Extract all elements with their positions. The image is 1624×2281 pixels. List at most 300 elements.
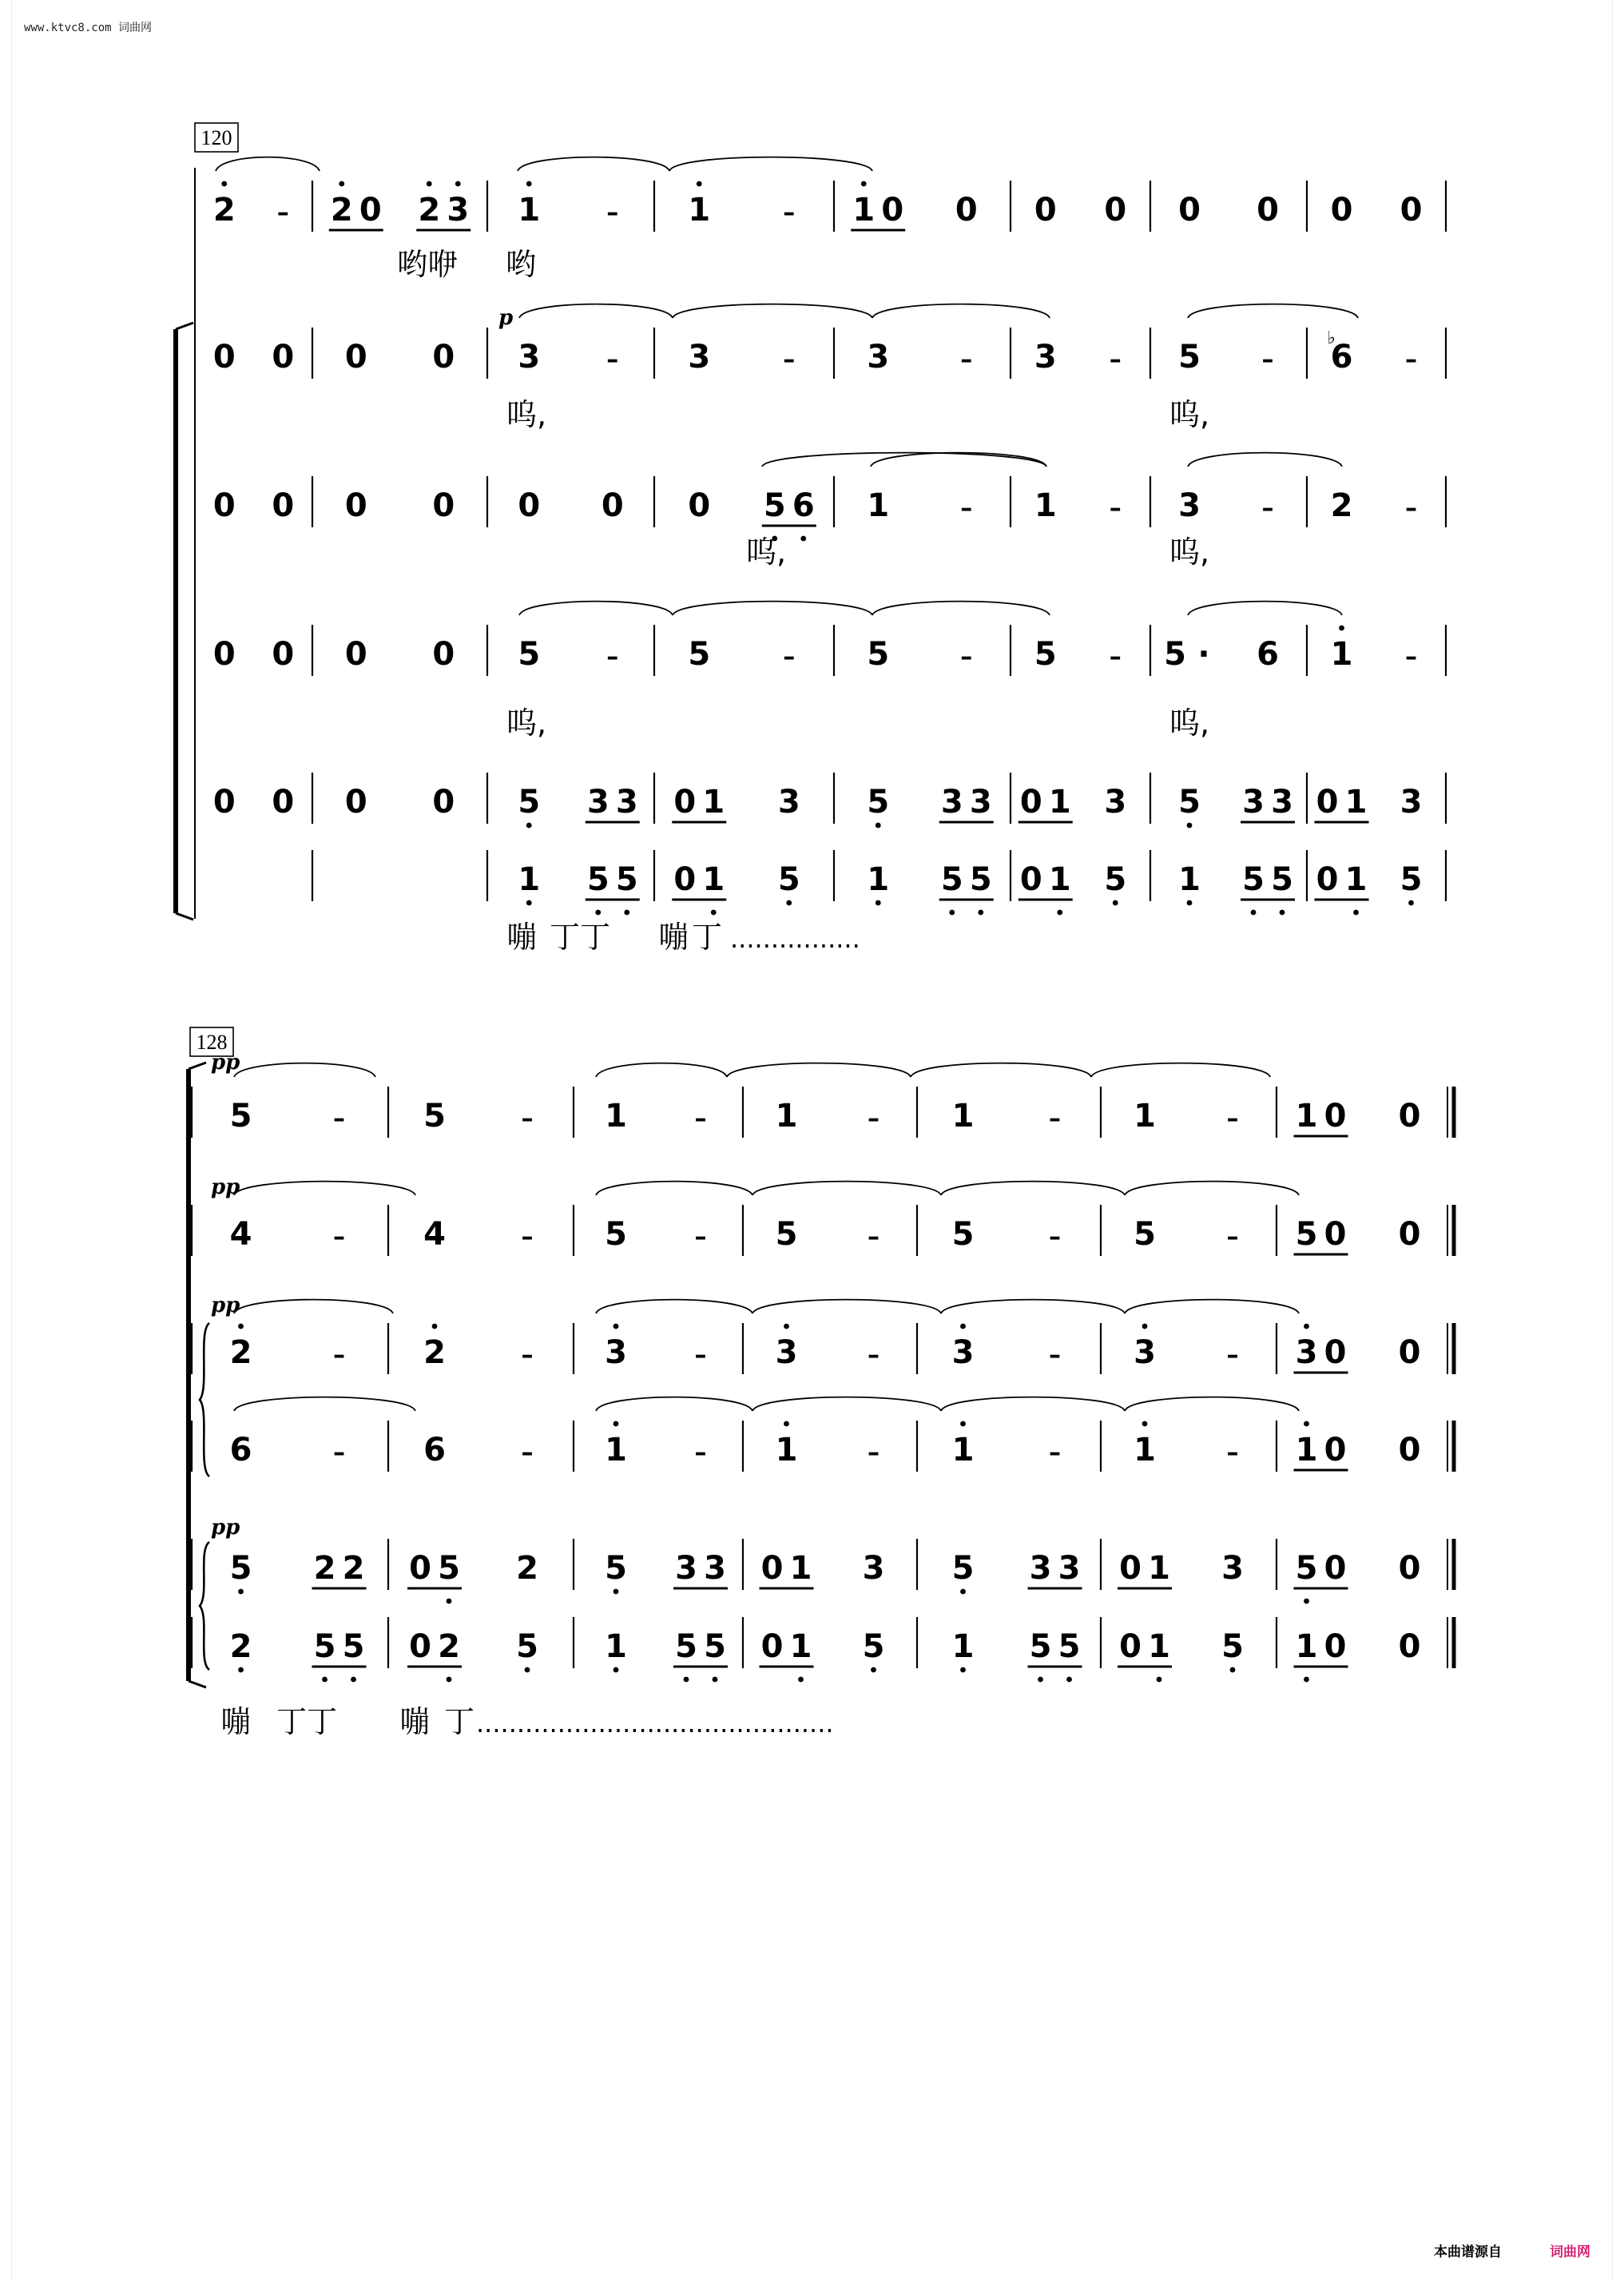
note: 2 (330, 192, 353, 228)
dynamic-mark: p (498, 306, 514, 330)
note: 0 (1324, 1432, 1347, 1468)
sustain-dash: – (1049, 1223, 1061, 1251)
octave-down-dot (613, 1589, 619, 1595)
note: 3 (1221, 1550, 1244, 1587)
note: 1 (951, 1628, 975, 1665)
note: 5 (763, 487, 786, 524)
note: 0 (881, 192, 904, 228)
octave-down-dot (871, 1667, 876, 1673)
octave-down-dot (526, 823, 532, 829)
note: 3 (1400, 784, 1423, 821)
note: 0 (272, 487, 295, 524)
note: 3 (1295, 1334, 1318, 1371)
octave-up-dot (427, 181, 432, 187)
note: 5 (1178, 784, 1201, 821)
note: 3 (704, 1550, 726, 1587)
note: 2 (212, 192, 236, 228)
slur (871, 453, 1046, 467)
sustain-dash: – (1226, 1105, 1239, 1133)
note: 0 (1324, 1628, 1347, 1665)
slur (941, 1397, 1125, 1411)
slur (234, 1300, 393, 1313)
octave-down-dot (1230, 1667, 1236, 1673)
sustain-dash: – (521, 1439, 534, 1467)
note: 6 (1330, 339, 1353, 376)
slur (673, 304, 872, 318)
note: 5 (586, 861, 609, 898)
augmentation-dot: · (1197, 636, 1210, 673)
lyric: 呜, (506, 397, 547, 432)
note: 3 (1242, 784, 1265, 821)
note: 0 (1398, 1432, 1421, 1468)
note: 3 (615, 784, 638, 821)
sustain-dash: – (606, 199, 619, 227)
slur (519, 304, 673, 318)
note: 0 (760, 1550, 784, 1587)
lyric: 丁丁 (550, 920, 611, 955)
note: 3 (688, 339, 711, 376)
slur (941, 1182, 1125, 1195)
slur (1125, 1182, 1299, 1195)
sustain-dash: – (783, 643, 796, 671)
note: 0 (344, 636, 367, 673)
note: 0 (1019, 784, 1042, 821)
note: 2 (1330, 487, 1353, 524)
note: 3 (969, 784, 992, 821)
lyric: 丁 (692, 920, 723, 955)
slur (752, 1182, 941, 1195)
note: 0 (1178, 192, 1201, 228)
octave-down-dot (949, 910, 955, 916)
note: 0 (688, 487, 711, 524)
octave-down-dot (960, 1667, 966, 1673)
note: 5 (775, 1216, 798, 1253)
slur (872, 304, 1050, 318)
note: 3 (1034, 339, 1057, 376)
note: 5 (704, 1628, 726, 1665)
note: 0 (1324, 1550, 1347, 1587)
note: 5 (940, 861, 963, 898)
staff-brace (200, 1542, 209, 1670)
lyric: 哟咿 (397, 247, 459, 282)
note: 0 (1398, 1098, 1421, 1135)
note: 1 (518, 192, 541, 228)
octave-up-dot (960, 1324, 966, 1329)
octave-up-dot (1304, 1324, 1309, 1329)
octave-down-dot (322, 1677, 328, 1683)
note: 1 (1344, 784, 1368, 821)
measure-number: 120 (201, 126, 232, 149)
octave-down-dot (713, 1677, 718, 1683)
note: 0 (1119, 1550, 1142, 1587)
note: 0 (1398, 1216, 1421, 1253)
slur (519, 602, 673, 615)
octave-up-dot (1304, 1421, 1309, 1427)
slur (752, 1300, 941, 1313)
note: 1 (951, 1098, 975, 1135)
octave-down-dot (1280, 910, 1285, 916)
sustain-dash: – (521, 1105, 534, 1133)
note: 5 (1271, 861, 1293, 898)
octave-down-dot (447, 1677, 452, 1683)
sustain-dash: – (1049, 1105, 1061, 1133)
note: 1 (1134, 1098, 1156, 1135)
note: 0 (432, 636, 455, 673)
note: 1 (852, 192, 876, 228)
dynamic-mark: pp (211, 1175, 240, 1199)
note: 3 (867, 339, 890, 376)
note: 2 (229, 1334, 252, 1371)
slur (234, 1397, 415, 1411)
note: 5 (862, 1628, 885, 1665)
octave-up-dot (1339, 626, 1344, 631)
note: 5 (951, 1216, 975, 1253)
octave-down-dot (613, 1667, 619, 1673)
note: 0 (1316, 861, 1339, 898)
sustain-dash: – (694, 1341, 707, 1369)
note: 5 (951, 1550, 975, 1587)
octave-down-dot (1157, 1677, 1162, 1683)
sustain-dash: – (868, 1341, 880, 1369)
note: 1 (605, 1098, 627, 1135)
note: 3 (951, 1334, 975, 1371)
sustain-dash: – (694, 1439, 707, 1467)
note: 0 (673, 784, 697, 821)
note: 0 (1034, 192, 1057, 228)
note: 0 (272, 636, 295, 673)
note: 0 (212, 339, 236, 376)
note: 0 (955, 192, 978, 228)
lyric: 嘣 (658, 920, 689, 955)
note: 0 (1324, 1098, 1347, 1135)
note: 5 (313, 1628, 336, 1665)
note: 1 (951, 1432, 975, 1468)
dynamic-mark: pp (211, 1293, 240, 1317)
note: 5 (1400, 861, 1423, 898)
octave-down-dot (1113, 900, 1118, 906)
lyric: 呜, (746, 534, 787, 570)
lyric-continuation-dots: ............................................ (476, 1708, 834, 1739)
sustain-dash: – (276, 199, 289, 227)
note: 3 (605, 1334, 627, 1371)
slur (596, 1182, 752, 1195)
note: 0 (272, 339, 295, 376)
note: 6 (792, 487, 815, 524)
note: 1 (775, 1432, 798, 1468)
note: 5 (342, 1628, 365, 1665)
note: 5 (1242, 861, 1265, 898)
slur (872, 602, 1050, 615)
note: 3 (1058, 1550, 1081, 1587)
note: 5 (1221, 1628, 1244, 1665)
slur (911, 1063, 1091, 1077)
note: 3 (1029, 1550, 1052, 1587)
note: 3 (447, 192, 470, 228)
slur (596, 1300, 752, 1313)
lyric: 哟 (506, 247, 537, 282)
octave-up-dot (960, 1421, 966, 1427)
lyric: 嘣 (506, 920, 538, 955)
note: 1 (789, 1550, 812, 1587)
note: 5 (615, 861, 638, 898)
note: 1 (1134, 1432, 1156, 1468)
slur (596, 1063, 727, 1077)
slur (1188, 304, 1358, 318)
note: 2 (342, 1550, 365, 1587)
dynamic-mark: pp (211, 1051, 240, 1075)
note: 1 (1295, 1628, 1318, 1665)
note: 0 (432, 487, 455, 524)
slur (518, 157, 669, 171)
note: 0 (344, 487, 367, 524)
octave-down-dot (798, 1677, 804, 1683)
octave-down-dot (1187, 900, 1193, 906)
octave-down-dot (1057, 910, 1062, 916)
system-bracket-top (176, 323, 193, 329)
sustain-dash: – (960, 346, 973, 374)
note: 5 (969, 861, 992, 898)
note: 5 (516, 1628, 538, 1665)
sustain-dash: – (1261, 495, 1274, 523)
slur (1125, 1397, 1299, 1411)
note: 5 (438, 1550, 460, 1587)
note: 0 (518, 487, 541, 524)
note: 5 (229, 1098, 252, 1135)
octave-up-dot (784, 1421, 789, 1427)
sustain-dash: – (1049, 1439, 1061, 1467)
note: 3 (675, 1550, 697, 1587)
sustain-dash: – (333, 1105, 345, 1133)
sustain-dash: – (960, 495, 973, 523)
sustain-dash: – (1261, 346, 1274, 374)
system-bracket-bottom (189, 1681, 206, 1687)
sustain-dash: – (606, 346, 619, 374)
slur (752, 1397, 941, 1411)
note: 5 (1295, 1216, 1318, 1253)
note: 0 (344, 784, 367, 821)
note: 2 (418, 192, 441, 228)
sustain-dash: – (333, 1223, 345, 1251)
sustain-dash: – (333, 1341, 345, 1369)
octave-up-dot (1142, 1324, 1148, 1329)
note: 3 (1104, 784, 1127, 821)
octave-up-dot (526, 181, 532, 187)
sustain-dash: – (333, 1439, 345, 1467)
lyric: 嘣 (220, 1704, 252, 1739)
note: 1 (1048, 861, 1071, 898)
octave-up-dot (432, 1324, 438, 1329)
note: 0 (409, 1628, 431, 1665)
note: 5 (1029, 1628, 1052, 1665)
octave-down-dot (1038, 1677, 1043, 1683)
octave-down-dot (1304, 1677, 1309, 1683)
sustain-dash: – (1109, 495, 1122, 523)
octave-down-dot (960, 1589, 966, 1595)
note: 1 (605, 1432, 627, 1468)
note: 0 (359, 192, 382, 228)
sustain-dash: – (1405, 643, 1417, 671)
note: 0 (1398, 1628, 1421, 1665)
note: 0 (272, 784, 295, 821)
note: 3 (1271, 784, 1293, 821)
note: 0 (1257, 192, 1279, 228)
note: 0 (1398, 1550, 1421, 1587)
octave-up-dot (455, 181, 461, 187)
note: 4 (229, 1216, 252, 1253)
octave-down-dot (238, 1667, 244, 1673)
note: 1 (688, 192, 711, 228)
note: 0 (1019, 861, 1042, 898)
note: 5 (1295, 1550, 1318, 1587)
note: 0 (212, 636, 236, 673)
note: 0 (212, 784, 236, 821)
note: 5 (1134, 1216, 1156, 1253)
note: 5 (229, 1550, 252, 1587)
note: 1 (1295, 1432, 1318, 1468)
note: 2 (313, 1550, 336, 1587)
note: 2 (229, 1628, 252, 1665)
octave-down-dot (1066, 1677, 1072, 1683)
note: 0 (601, 487, 624, 524)
slur (727, 1063, 911, 1077)
octave-down-dot (624, 910, 629, 916)
octave-down-dot (684, 1677, 689, 1683)
sustain-dash: – (1049, 1341, 1061, 1369)
note: 5 (675, 1628, 697, 1665)
octave-down-dot (595, 910, 601, 916)
note: 1 (789, 1628, 812, 1665)
note: 5 (867, 784, 890, 821)
note: 5 (423, 1098, 446, 1135)
note: 5 (688, 636, 711, 673)
octave-up-dot (697, 181, 702, 187)
note: 0 (1119, 1628, 1142, 1665)
sustain-dash: – (1109, 346, 1122, 374)
octave-up-dot (613, 1324, 619, 1329)
sustain-dash: – (1226, 1223, 1239, 1251)
lyric: 嘣 (399, 1704, 431, 1739)
octave-down-dot (978, 910, 983, 916)
slur (596, 1397, 752, 1411)
octave-up-dot (221, 181, 227, 187)
note: 1 (775, 1098, 798, 1135)
note: 3 (775, 1334, 798, 1371)
note: 3 (518, 339, 541, 376)
octave-down-dot (800, 536, 806, 542)
sustain-dash: – (868, 1439, 880, 1467)
note: 1 (1295, 1098, 1318, 1135)
note: 5 (1178, 339, 1201, 376)
sustain-dash: – (1226, 1439, 1239, 1467)
note: 2 (438, 1628, 460, 1665)
sustain-dash: – (521, 1223, 534, 1251)
sustain-dash: – (868, 1105, 880, 1133)
octave-down-dot (447, 1599, 452, 1604)
sustain-dash: – (1405, 495, 1417, 523)
sustain-dash: – (783, 346, 796, 374)
note: 1 (1034, 487, 1057, 524)
sustain-dash: – (521, 1341, 534, 1369)
lyric: 呜, (1169, 705, 1210, 741)
note: 0 (432, 784, 455, 821)
octave-down-dot (1304, 1599, 1309, 1604)
note: 3 (1134, 1334, 1156, 1371)
note: 3 (1178, 487, 1201, 524)
note: 2 (516, 1550, 538, 1587)
slur (1091, 1063, 1270, 1077)
note: 5 (605, 1550, 627, 1587)
note: 1 (867, 861, 890, 898)
site-header: www.ktvc8.com 词曲网 (24, 22, 153, 34)
flat-sign: ♭ (1327, 328, 1336, 348)
note: 0 (1330, 192, 1353, 228)
octave-up-dot (238, 1324, 244, 1329)
note: 0 (1400, 192, 1423, 228)
note: 3 (940, 784, 963, 821)
note: 1 (1330, 636, 1353, 673)
slur (1188, 602, 1342, 615)
sustain-dash: – (694, 1223, 707, 1251)
note: 3 (862, 1550, 885, 1587)
lyric: 丁丁 (276, 1704, 338, 1739)
octave-down-dot (786, 900, 792, 906)
sustain-dash: – (1109, 643, 1122, 671)
note: 0 (673, 861, 697, 898)
sustain-dash: – (960, 643, 973, 671)
sustain-dash: – (694, 1105, 707, 1133)
octave-down-dot (876, 823, 881, 829)
octave-down-dot (1408, 900, 1414, 906)
note: 5 (518, 784, 541, 821)
note: 5 (1034, 636, 1057, 673)
slur (1125, 1300, 1299, 1313)
slur (673, 602, 872, 615)
lyric: 呜, (1169, 397, 1210, 432)
slur (669, 157, 872, 171)
octave-up-dot (613, 1421, 619, 1427)
sustain-dash: – (868, 1223, 880, 1251)
octave-down-dot (1251, 910, 1257, 916)
note: 0 (760, 1628, 784, 1665)
footer-brand: 词曲网 (1550, 2244, 1590, 2260)
staff-brace (200, 1323, 209, 1476)
octave-down-dot (351, 1677, 356, 1683)
octave-down-dot (711, 910, 717, 916)
note: 5 (777, 861, 800, 898)
lyric: 丁 (444, 1704, 475, 1739)
note: 0 (1324, 1334, 1347, 1371)
system-bracket-bottom (176, 913, 193, 920)
lyric: 呜, (506, 705, 547, 741)
slur (1188, 453, 1342, 467)
note: 5 (1058, 1628, 1081, 1665)
sustain-dash: – (1405, 346, 1417, 374)
octave-down-dot (1187, 823, 1193, 829)
note: 6 (1257, 636, 1279, 673)
note: 1 (702, 861, 725, 898)
measure-number: 128 (196, 1031, 228, 1054)
note: 0 (1316, 784, 1339, 821)
octave-down-dot (1353, 910, 1359, 916)
note: 0 (1324, 1216, 1347, 1253)
note: 3 (586, 784, 609, 821)
sustain-dash: – (783, 199, 796, 227)
footer-source-note: 本曲谱源自 (1434, 2244, 1502, 2260)
note: 0 (1398, 1334, 1421, 1371)
note: 0 (212, 487, 236, 524)
octave-down-dot (525, 1667, 530, 1673)
octave-up-dot (339, 181, 344, 187)
